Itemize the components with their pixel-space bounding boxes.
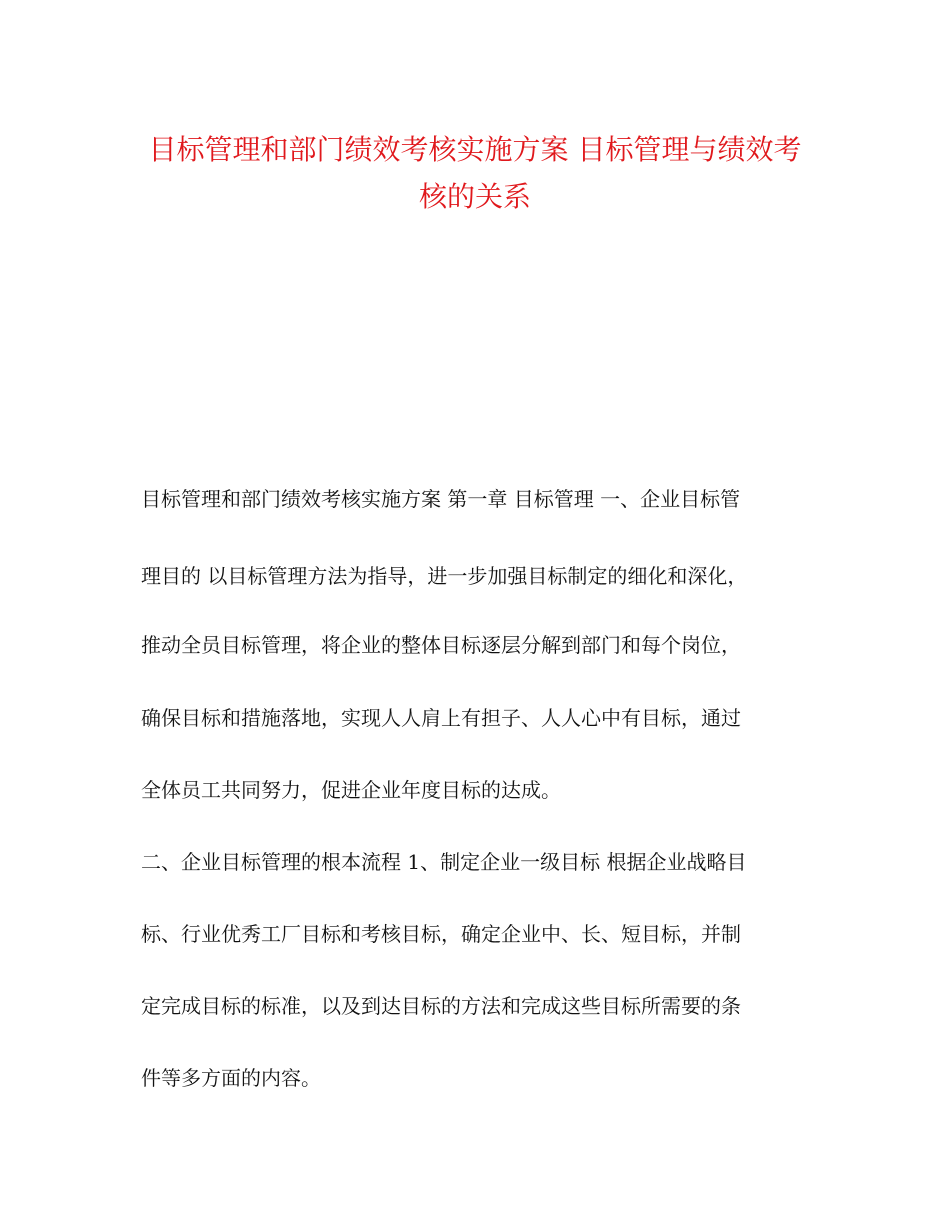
document-title-line-2: 核的关系 [418, 180, 531, 213]
paragraph-2-line-4: 件等多方面的内容。 [141, 1066, 321, 1090]
paragraph-1-line-4: 确保目标和措施落地，实现人人肩上有担子、人人心中有目标，通过 [141, 706, 741, 730]
paragraph-1-line-1: 目标管理和部门绩效考核实施方案 第一章 目标管理 一、企业目标管 [141, 487, 741, 511]
paragraph-1-line-3: 推动全员目标管理，将企业的整体目标逐层分解到部门和每个岗位， [141, 633, 741, 657]
paragraph-2-line-3: 定完成目标的标准，以及到达目标的方法和完成这些目标所需要的条 [141, 994, 741, 1018]
paragraph-1-line-5: 全体员工共同努力，促进企业年度目标的达成。 [141, 778, 561, 802]
paragraph-2-line-2: 标、行业优秀工厂目标和考核目标，确定企业中、长、短目标，并制 [141, 922, 741, 946]
paragraph-2-line-1: 二、企业目标管理的根本流程 1、制定企业一级目标 根据企业战略目 [141, 850, 747, 874]
document-title-line-1: 目标管理和部门绩效考核实施方案 目标管理与绩效考 [148, 133, 802, 166]
paragraph-1-line-2: 理目的 以目标管理方法为指导，进一步加强目标制定的细化和深化， [141, 564, 748, 588]
